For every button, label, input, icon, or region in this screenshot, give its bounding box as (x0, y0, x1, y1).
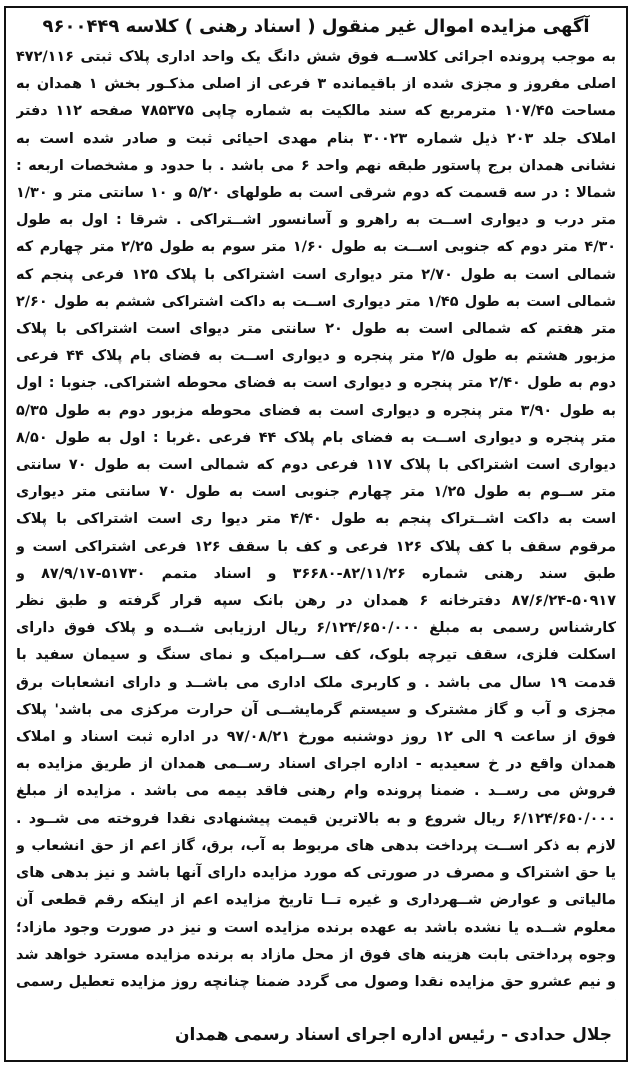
notice-frame (4, 6, 628, 1062)
notice-title: آگهی مزایده اموال غیر منقول ( اسناد رهنی ) کلاسه ۹۶۰۰۴۴۹ (42, 16, 590, 37)
notice-signature: جلال حدادی - رئیس اداره اجرای اسناد رسمی همدان (175, 1025, 612, 1045)
notice-body: به موجب پرونده اجرائی کلاســه فوق شش دانگ یک واحد اداری پلاک ثبتی ۴۷۲/۱۱۶ اصلی مفروز و مجزی شده از باقیمانده ۳ فرعی از اصلی مذکـور بخش ۱ همدان به مساحت ۱۰۷/۴۵ مترمربع که سند مالکیت به شماره چاپی ۷۸۵۳۷۵ صفحه ۱۱۲ دفتر املاک جلد ۲۰۳ ذیل شماره ۳۰۰۲۳ بنام مهدی احیائی ثبت و صادر شده است به نشانی همدان برج پاستور طبقه نهم واحد ۶ می باشد . با حدود و مشخصات اربعه : شمالا : در سه قسمت که دوم شرقی است به طولهای ۵/۲۰ و ۱۰ سانتی متر و ۱/۳۰ متر درب و دیواری اســت به راهرو و آسانسور اشــتراکی . شرقا : اول به طول ۴/۳۰ متر دوم که جنوبی اســت به طول ۱/۶۰ متر سوم به طول ۲/۲۵ متر چهارم که شمالی است به طول ۲/۷۰ متر دیواری است اشتراکی با پلاک ۱۲۵ فرعی پنجم که شمالی است به طول ۱/۴۵ متر دیواری اســت به داکت اشتراکی ششم به طول ۲/۶۰ متر هفتم که شمالی است به طول ۲۰ سانتی متر دیوای است اشتراکی با پلاک مزبور هشتم به طول ۲/۵ متر پنجره و دیواری اســت به فضای بام پلاک ۴۴ فرعی دوم به طول ۲/۴۰ متر پنجره و دیواری است به فضای محوطه اشتراکی. جنوبا : اول به طول ۳/۹۰ متر پنجره و دیواری است به فضای محوطه مزبور دوم به طول ۵/۳۵ متر پنجره و دیواری اســت به فضای بام پلاک ۴۴ فرعی .غربا : اول به طول ۸/۵۰ دیواری است اشتراکی با پلاک ۱۱۷ فرعی دوم که شمالی است به طول ۷۰ سانتی متر ســوم به طول ۱/۲۵ متر چهارم جنوبی است به طول ۷۰ سانتی متر دیواری است به داکت اشــتراک پنجم به طول ۴/۴۰ متر دیوا ری است اشتراکی با پلاک مرقوم سقف با کف پلاک ۱۲۶ فرعی و کف با سقف ۱۲۶ فرعی اشتراکی است و طبق سند رهنی شماره ۸۲/۱۱/۲۶-۳۶۶۸۰ و اسناد متمم ۵۱۷۳۰-۸۷/۹/۱۷ و ۵۰۹۱۷-۸۷/۶/۲۴ دفترخانه ۶ همدان در رهن بانک سپه قرار گرفته و طبق نظر کارشناس رسمی به مبلغ ۶/۱۲۴/۶۵۰/۰۰۰ ریال ارزیابی شــده و پلاک فوق دارای اسکلت فلزی، سقف تیرچه بلوک، کف ســرامیک و نمای سنگ و سیمان سفید با قدمت ۱۹ سال می باشد . و کاربری ملک اداری می باشــد و دارای انشعابات برق مجزی و آب و گاز مشترک و سیستم گرمایشــی آن حرارت مرکزی می باشد' پلاک فوق از ساعت ۹ الی ۱۲ روز دوشنبه مورخ ۹۷/۰۸/۲۱ در اداره ثبت اسناد و املاک همدان واقع در خ سعیدیه - اداره اجرای اسناد رســمی همدان از طریق مزایده به فروش می رســد . ضمنا پرونده وام رهنی فاقد بیمه می باشد . مزایده از مبلغ ۶/۱۲۴/۶۵۰/۰۰۰ ریال شروع و به بالاترین قیمت پیشنهادی نقدا فروخته می شــود . لازم به ذکر اســت پرداخت بدهی های مربوط به آب، برق، گاز اعم از حق انشعاب و یا حق اشتراک و مصرف در صورتی که مورد مزایده دارای آنها باشد و نیز بدهی های مالیاتی و عوارض شــهرداری و غیره تــا تاریخ مزایده اعم از اینکه رقم قطعی آن معلوم شــده یا نشده باشد به عهده برنده مزایده است و نیز در صورت وجود مازاد؛ وجوه پرداختی بابت هزینه های فوق از محل مازاد به برنده مزایده مسترد خواهد شد و نیم عشرو حق مزایده نقدا وصول می گردد ضمنا چنانچه روز مزایده تعطیل رسمی (16, 49, 616, 990)
